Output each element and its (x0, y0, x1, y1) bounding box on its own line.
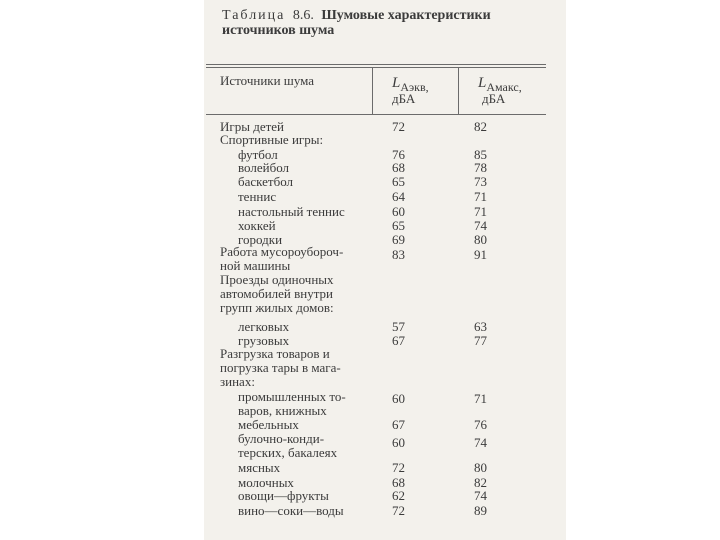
row-source-name: вино—соки—воды (238, 503, 344, 518)
row-value-lmax: 80 (474, 460, 487, 475)
caption-number: 8.6. (292, 8, 314, 23)
row-value-lmax: 73 (474, 174, 487, 189)
row-source-name: Спортивные игры: (220, 132, 324, 147)
row-value-lmax: 80 (474, 232, 487, 247)
row-source-name: грузовых (238, 333, 290, 348)
table-caption (222, 8, 542, 38)
row-source-name: Игры детей (220, 119, 284, 134)
row-value-leq: 60 (392, 391, 405, 406)
row-value-lmax: 71 (474, 204, 487, 219)
row-value-lmax: 78 (474, 160, 487, 175)
row-value-lmax: 82 (474, 475, 487, 490)
row-source-name: молочных (238, 475, 294, 490)
row-value-lmax: 89 (474, 503, 487, 518)
row-value-leq: 76 (392, 147, 405, 162)
row-source-name: Проезды одиночных автомобилей внутри групп жилых домов: (220, 272, 334, 315)
row-value-leq: 65 (392, 218, 405, 233)
row-value-lmax: 91 (474, 247, 487, 262)
row-value-leq: 68 (392, 475, 405, 490)
caption-title-line2: источников шума (222, 23, 335, 38)
caption-label: Таблица (222, 8, 286, 23)
row-value-leq: 72 (392, 503, 405, 518)
row-source-name: волейбол (238, 160, 290, 175)
header-lmax-unit: дБА (482, 91, 506, 106)
row-value-leq: 67 (392, 333, 405, 348)
row-value-lmax: 74 (474, 488, 487, 503)
row-value-leq: 60 (392, 435, 405, 450)
row-source-name: Работа мусороубороч- ной машины (220, 244, 344, 273)
row-value-lmax: 71 (474, 391, 487, 406)
row-value-lmax: 71 (474, 189, 487, 204)
row-value-leq: 68 (392, 160, 405, 175)
row-source-name: булочно-конди- терских, бакалеях (238, 431, 338, 460)
table-top-rule-2 (206, 67, 546, 68)
row-source-name: теннис (238, 189, 277, 204)
row-value-lmax: 76 (474, 417, 487, 432)
row-value-lmax: 77 (474, 333, 487, 348)
header-leq-sub: Аэкв, (400, 80, 429, 94)
header-leq-symbol: L (392, 75, 401, 91)
header-source: Источники шума (220, 73, 315, 88)
row-value-lmax: 82 (474, 119, 487, 134)
row-source-name: промышленных то- варов, книжных (238, 389, 346, 418)
row-source-name: мебельных (238, 417, 299, 432)
row-source-name: хоккей (238, 218, 276, 233)
row-source-name: легковых (238, 319, 290, 334)
header-lmax-symbol: L (478, 75, 487, 91)
row-value-leq: 62 (392, 488, 405, 503)
row-source-name: баскетбол (238, 174, 294, 189)
row-value-lmax: 85 (474, 147, 487, 162)
row-value-lmax: 74 (474, 435, 487, 450)
header-leq-unit: дБА (392, 91, 416, 106)
row-value-leq: 83 (392, 247, 405, 262)
table-top-rule (206, 64, 546, 65)
row-source-name: футбол (238, 147, 278, 162)
row-source-name: мясных (238, 460, 281, 475)
header-lmax-sub: Амакс, (486, 80, 522, 94)
row-value-leq: 57 (392, 319, 405, 334)
row-source-name: городки (238, 232, 283, 247)
row-value-lmax: 74 (474, 218, 487, 233)
caption-title-line1: Шумовые характеристики (321, 8, 491, 23)
row-source-name: настольный теннис (238, 204, 345, 219)
row-value-leq: 72 (392, 460, 405, 475)
row-value-lmax: 63 (474, 319, 487, 334)
row-source-name: Разгрузка товаров и погрузка тары в мага- зинах: (220, 346, 341, 389)
header-divider-1 (372, 67, 373, 114)
row-value-leq: 65 (392, 174, 405, 189)
header-divider-2 (458, 67, 459, 114)
row-value-leq: 69 (392, 232, 405, 247)
row-value-leq: 72 (392, 119, 405, 134)
row-value-leq: 67 (392, 417, 405, 432)
row-source-name: овощи—фрукты (238, 488, 329, 503)
table-header-rule (206, 114, 546, 115)
row-value-leq: 60 (392, 204, 405, 219)
row-value-leq: 64 (392, 189, 405, 204)
